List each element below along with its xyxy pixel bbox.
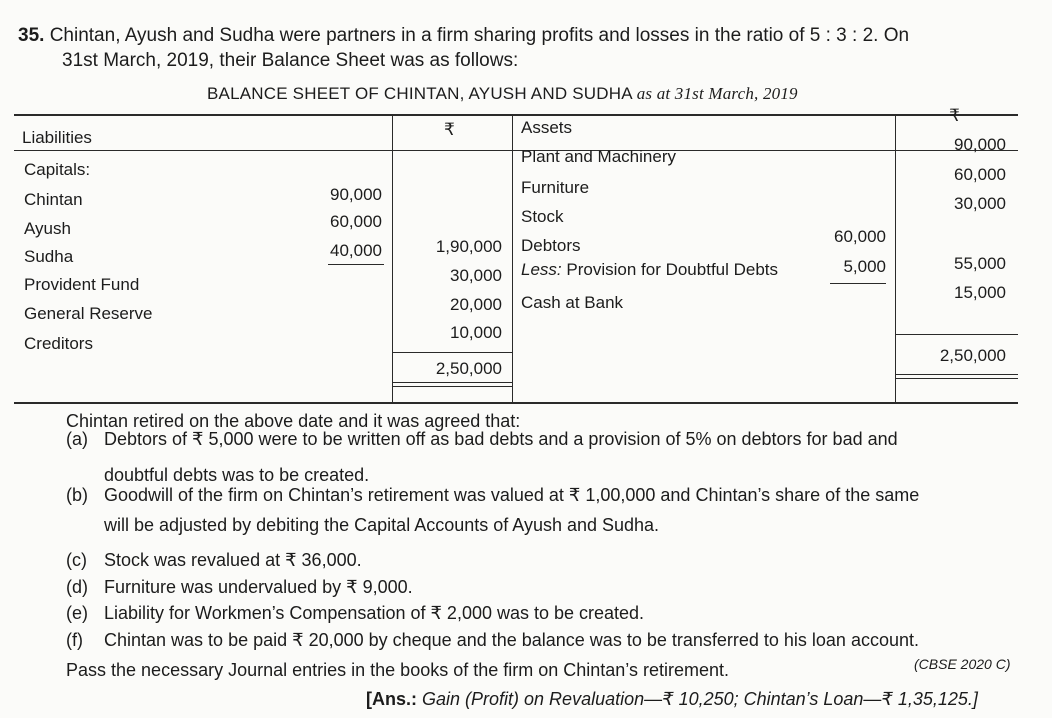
furniture-amount: 60,000 (954, 165, 1006, 184)
debtors-label: Debtors (521, 236, 581, 255)
provident-fund-amount: 30,000 (450, 266, 502, 285)
cash-amount: 15,000 (954, 283, 1006, 302)
plant-amount: 90,000 (954, 135, 1006, 154)
item-c-label: (c) (66, 550, 87, 570)
liab-total-rule-bottom-2 (393, 386, 512, 387)
item-e-text: Liability for Workmen’s Compensation of ₹ 2,000 was to be created. (104, 603, 645, 623)
liab-total-rule-bottom-1 (393, 382, 512, 383)
provision-row (521, 260, 778, 280)
less-label: Less: (521, 260, 562, 279)
table-top-rule (14, 114, 1018, 116)
item-e-label: (e) (66, 603, 88, 623)
answer-prefix: [Ans.: (366, 689, 417, 709)
balance-sheet-title-date: as at 31st March, 2019 (636, 84, 798, 103)
liab-total-rule-top (393, 352, 512, 353)
cash-label: Cash at Bank (521, 293, 624, 312)
item-a-text-2: doubtful debts was to be created. (104, 465, 370, 485)
item-d-text: Furniture was undervalued by ₹ 9,000. (104, 577, 413, 597)
answer-line (366, 689, 978, 710)
item-a-text-1: Debtors of ₹ 5,000 were to be written off as bad debts and a provision of 5% on debtors for bad and (104, 429, 898, 449)
question-number: 35. (18, 25, 45, 46)
chintan-label: Chintan (24, 190, 83, 209)
stock-label: Stock (521, 207, 564, 226)
capitals-total: 1,90,000 (435, 237, 502, 256)
debtors-amount: 60,000 (834, 227, 886, 246)
question-text-1: Chintan, Ayush and Sudha were partners in a firm sharing profits and losses in the ratio of 5 : 3 : 2. On (49, 25, 910, 46)
asset-total-rule-bottom-1 (896, 374, 1018, 375)
item-c (66, 550, 362, 571)
chintan-amount: 90,000 (330, 185, 382, 204)
stock-amount: 30,000 (954, 194, 1006, 213)
assets-total: 2,50,000 (939, 346, 1006, 365)
col-liabilities: Liabilities (22, 128, 92, 147)
item-a (66, 429, 898, 450)
ayush-amount: 60,000 (330, 212, 382, 231)
provision-underline (830, 283, 886, 284)
balance-sheet-title-main: BALANCE SHEET OF CHINTAN, AYUSH AND SUDHA (207, 84, 632, 103)
item-d (66, 577, 413, 598)
item-d-label: (d) (66, 577, 88, 597)
col-rupee-left: ₹ (444, 120, 455, 139)
asset-total-rule-top (896, 334, 1018, 335)
question-text-2: 31st March, 2019, their Balance Sheet was as follows: (62, 50, 519, 71)
table-header-rule (14, 150, 1018, 151)
col-rupee-right: ₹ (949, 106, 960, 125)
balance-sheet-title (207, 84, 798, 104)
item-b-text-1: Goodwill of the firm on Chintan’s retirement was valued at ₹ 1,00,000 and Chintan’s share of the same (104, 485, 920, 505)
furniture-label: Furniture (521, 178, 590, 197)
sudha-label: Sudha (24, 247, 74, 266)
table-bottom-rule (14, 402, 1018, 404)
item-f-label: (f) (66, 630, 83, 650)
item-b-label: (b) (66, 485, 88, 505)
liabilities-total: 2,50,000 (435, 359, 502, 378)
item-b-text-2: will be adjusted by debiting the Capital Accounts of Ayush and Sudha. (104, 515, 660, 535)
item-f (66, 630, 919, 651)
col-divider-2 (512, 114, 513, 402)
sudha-underline (328, 264, 384, 265)
item-b (66, 485, 919, 506)
answer-text: Gain (Profit) on Revaluation—₹ 10,250; Chintan’s Loan—₹ 1,35,125.] (422, 689, 978, 709)
question-line-1 (18, 25, 909, 47)
provision-amount: 5,000 (843, 257, 886, 276)
item-a-label: (a) (66, 429, 88, 449)
ayush-label: Ayush (24, 219, 71, 238)
item-f-text: Chintan was to be paid ₹ 20,000 by cheque and the balance was to be transferred to his loan account. (104, 630, 919, 650)
sudha-amount: 40,000 (330, 241, 382, 260)
col-divider-1 (392, 114, 393, 402)
provident-fund-label: Provident Fund (24, 275, 140, 294)
general-reserve-amount: 20,000 (450, 295, 502, 314)
instruction-text: Pass the necessary Journal entries in the books of the firm on Chintan’s retirement. (66, 660, 730, 680)
intro-text: Chintan retired on the above date and it was agreed that: (66, 411, 521, 431)
col-assets: Assets (521, 118, 573, 137)
item-e (66, 603, 644, 624)
item-c-text: Stock was revalued at ₹ 36,000. (104, 550, 362, 570)
exam-reference: (CBSE 2020 C) (914, 656, 1011, 672)
col-divider-3 (895, 114, 896, 402)
capitals-label: Capitals: (24, 160, 91, 179)
creditors-amount: 10,000 (450, 323, 502, 342)
asset-total-rule-bottom-2 (896, 378, 1018, 379)
creditors-label: Creditors (24, 334, 93, 353)
plant-label: Plant and Machinery (521, 147, 676, 166)
provision-label: Provision for Doubtful Debts (566, 260, 779, 279)
net-debtors-amount: 55,000 (954, 254, 1006, 273)
general-reserve-label: General Reserve (24, 304, 153, 323)
